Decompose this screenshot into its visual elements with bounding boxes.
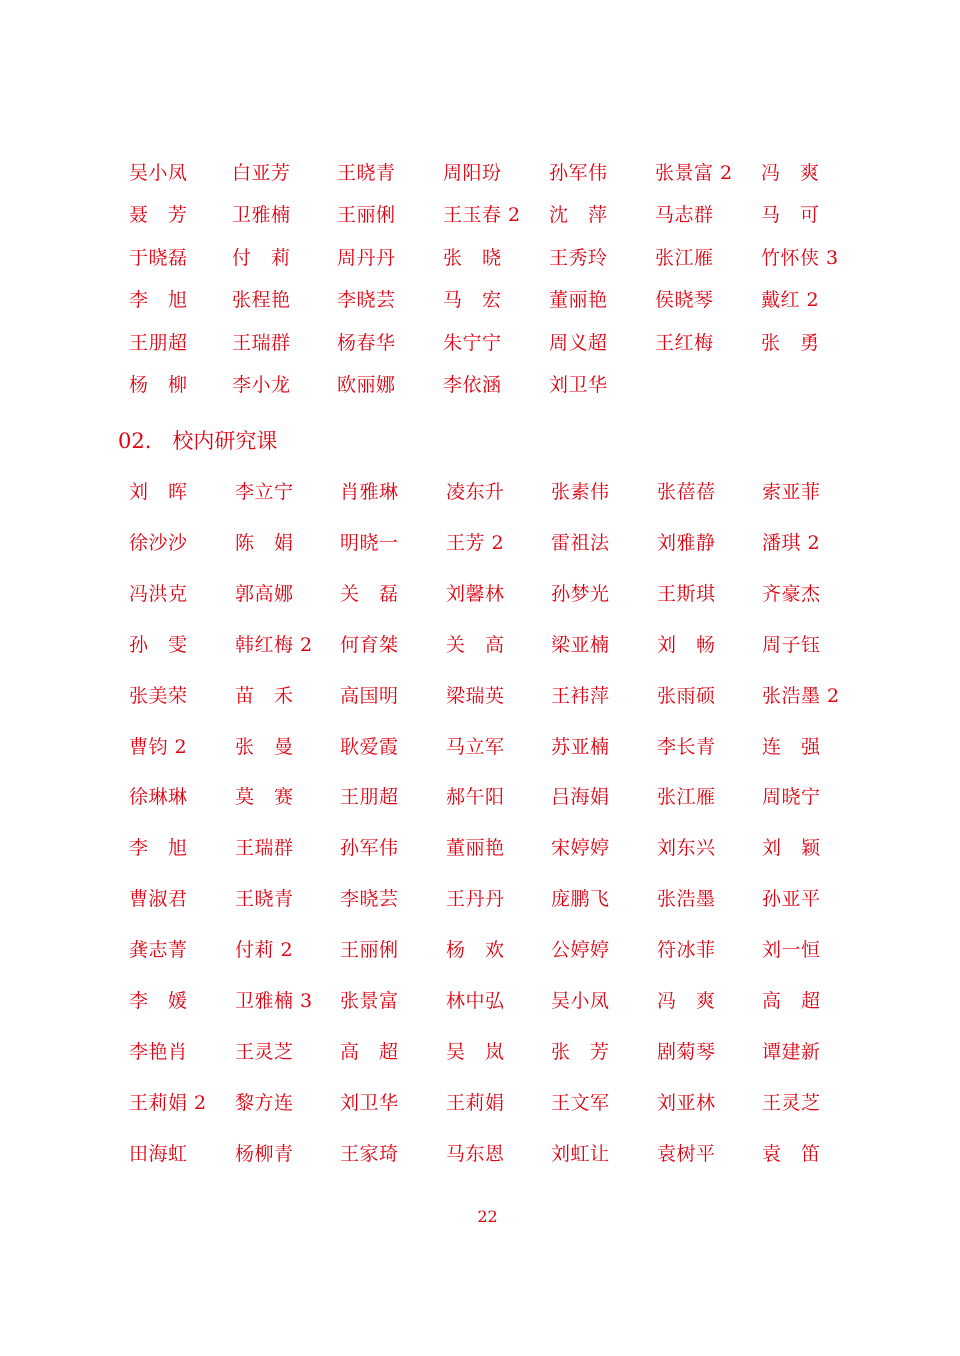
- person-name: 王朋超: [129, 331, 188, 354]
- person-name: 竹怀侠 3: [761, 246, 839, 269]
- person-name: 林中弘: [446, 990, 505, 1012]
- person-name: 王莉娟 2: [129, 1091, 207, 1114]
- person-name: 张雨硕: [657, 684, 716, 707]
- person-name: 刘虹让: [551, 1142, 610, 1165]
- person-name: 刘馨林: [446, 582, 505, 605]
- person-name: 连 强: [762, 735, 821, 758]
- person-name: 张美荣: [129, 684, 188, 707]
- person-name: 郝午阳: [446, 786, 505, 809]
- person-name: 田海虹: [129, 1142, 188, 1165]
- person-name: 杨春华: [337, 331, 396, 354]
- person-name: 李晓芸: [340, 888, 399, 911]
- person-name: 剧菊琴: [657, 1040, 716, 1063]
- person-name: 潘琪 2: [762, 531, 821, 554]
- person-name: 徐琳琳: [129, 786, 188, 809]
- person-name: 张 曼: [235, 735, 294, 758]
- person-name: 王灵芝: [235, 1040, 294, 1063]
- person-name: 王莉娟: [446, 1091, 505, 1114]
- person-name: 张江雁: [657, 786, 716, 809]
- person-name: 卫雅楠: [232, 204, 291, 227]
- person-name: 李晓芸: [337, 289, 396, 312]
- person-name: 杨柳青: [235, 1142, 294, 1165]
- person-name: 袁 笛: [762, 1142, 821, 1165]
- person-name: 王秀玲: [549, 246, 608, 269]
- person-name: 吕海娟: [551, 786, 610, 809]
- person-name: 高国明: [340, 684, 399, 707]
- person-name: 王丽俐: [337, 204, 396, 227]
- person-name: 何育桀: [340, 633, 399, 656]
- person-name: 王灵芝: [762, 1091, 821, 1114]
- person-name: 王玉春 2: [443, 204, 521, 227]
- person-name: 李 旭: [129, 289, 188, 312]
- person-name: 黎方连: [235, 1091, 294, 1114]
- person-name: 李依涵: [443, 374, 502, 396]
- person-name: 张浩墨: [657, 888, 716, 911]
- person-name: 李艳肖: [129, 1040, 188, 1063]
- person-name: 杨 柳: [129, 374, 188, 396]
- person-name: 雷祖法: [551, 531, 610, 554]
- person-name: 苗 禾: [235, 684, 294, 707]
- person-name: 王晓青: [235, 888, 294, 911]
- person-name: 肖雅琳: [340, 481, 399, 503]
- person-name: 张 晓: [443, 246, 502, 269]
- person-name: 刘东兴: [657, 837, 716, 860]
- person-name: 李立宁: [235, 481, 294, 503]
- person-name: 莫 赛: [235, 786, 294, 809]
- person-name: 袁树平: [657, 1142, 716, 1165]
- person-name: 凌东升: [446, 481, 505, 503]
- person-name: 李 媛: [129, 990, 188, 1012]
- person-name: 刘卫华: [549, 374, 608, 396]
- person-name: 张江雁: [655, 246, 714, 269]
- person-name: 公婷婷: [551, 939, 610, 962]
- person-name: 吴小凤: [551, 990, 610, 1012]
- person-name: 冯 爽: [761, 162, 820, 184]
- person-name: 马东恩: [446, 1142, 505, 1165]
- person-name: 王瑞群: [232, 331, 291, 354]
- person-name: 周义超: [549, 331, 608, 354]
- section-heading: 02. 校内研究课: [118, 429, 278, 453]
- person-name: 沈 萍: [549, 204, 608, 227]
- person-name: 张 芳: [551, 1040, 610, 1063]
- person-name: 卫雅楠 3: [235, 990, 313, 1012]
- person-name: 张素伟: [551, 481, 610, 503]
- person-name: 高 超: [340, 1040, 399, 1063]
- person-name: 梁亚楠: [551, 633, 610, 656]
- person-name: 吴小凤: [129, 162, 188, 184]
- person-name: 曹淑君: [129, 888, 188, 911]
- person-name: 梁瑞英: [446, 684, 505, 707]
- person-name: 关 磊: [340, 582, 399, 605]
- person-name: 庞鹏飞: [551, 888, 610, 911]
- person-name: 孙军伟: [549, 162, 608, 184]
- person-name: 王文军: [551, 1091, 610, 1114]
- person-name: 刘雅静: [657, 531, 716, 554]
- person-name: 周晓宁: [762, 786, 821, 809]
- person-name: 吴 岚: [446, 1040, 505, 1063]
- person-name: 龚志菁: [129, 939, 188, 962]
- person-name: 王袆萍: [551, 684, 610, 707]
- person-name: 关 高: [446, 633, 505, 656]
- person-name: 王晓青: [337, 162, 396, 184]
- person-name: 明晓一: [340, 531, 399, 554]
- person-name: 刘 晖: [129, 481, 188, 503]
- person-name: 朱宁宁: [443, 331, 502, 354]
- person-name: 宋婷婷: [551, 837, 610, 860]
- person-name: 马 可: [761, 204, 820, 227]
- person-name: 刘卫华: [340, 1091, 399, 1114]
- person-name: 马 宏: [443, 289, 502, 312]
- person-name: 王丹丹: [446, 888, 505, 911]
- person-name: 于晓磊: [129, 246, 188, 269]
- person-name: 周子钰: [762, 633, 821, 656]
- person-name: 刘 畅: [657, 633, 716, 656]
- person-name: 董丽艳: [549, 289, 608, 312]
- person-name: 冯洪克: [129, 582, 188, 605]
- person-name: 符冰菲: [657, 939, 716, 962]
- person-name: 付莉 2: [235, 939, 294, 962]
- person-name: 谭建新: [762, 1040, 821, 1063]
- person-name: 戴红 2: [761, 289, 820, 312]
- person-name: 王斯琪: [657, 582, 716, 605]
- person-name: 齐豪杰: [762, 582, 821, 605]
- person-name: 付 莉: [232, 246, 291, 269]
- person-name: 刘一恒: [762, 939, 821, 962]
- person-name: 刘 颖: [762, 837, 821, 860]
- person-name: 张景富 2: [655, 162, 733, 184]
- person-name: 冯 爽: [657, 990, 716, 1012]
- person-name: 韩红梅 2: [235, 633, 313, 656]
- person-name: 郭高娜: [235, 582, 294, 605]
- person-name: 白亚芳: [232, 162, 291, 184]
- person-name: 王红梅: [655, 331, 714, 354]
- person-name: 王瑞群: [235, 837, 294, 860]
- person-name: 董丽艳: [446, 837, 505, 860]
- person-name: 张 勇: [761, 331, 820, 354]
- person-name: 曹钧 2: [129, 735, 188, 758]
- person-name: 王丽俐: [340, 939, 399, 962]
- person-name: 张浩墨 2: [762, 684, 840, 707]
- person-name: 孙梦光: [551, 582, 610, 605]
- person-name: 苏亚楠: [551, 735, 610, 758]
- person-name: 杨 欢: [446, 939, 505, 962]
- person-name: 王芳 2: [446, 531, 505, 554]
- person-name: 王家琦: [340, 1142, 399, 1165]
- person-name: 周阳玢: [443, 162, 502, 184]
- person-name: 聂 芳: [129, 204, 188, 227]
- person-name: 孙亚平: [762, 888, 821, 911]
- person-name: 马志群: [655, 204, 714, 227]
- person-name: 孙 雯: [129, 633, 188, 656]
- person-name: 周丹丹: [337, 246, 396, 269]
- person-name: 陈 娟: [235, 531, 294, 554]
- person-name: 刘亚林: [657, 1091, 716, 1114]
- person-name: 孙军伟: [340, 837, 399, 860]
- person-name: 耿爱霞: [340, 735, 399, 758]
- person-name: 王朋超: [340, 786, 399, 809]
- person-name: 徐沙沙: [129, 531, 188, 554]
- page-number: 22: [477, 1207, 498, 1226]
- person-name: 李长青: [657, 735, 716, 758]
- person-name: 高 超: [762, 990, 821, 1012]
- person-name: 索亚菲: [762, 481, 821, 503]
- person-name: 张蓓蓓: [657, 481, 716, 503]
- person-name: 欧丽娜: [337, 374, 396, 396]
- person-name: 张程艳: [232, 289, 291, 312]
- person-name: 李 旭: [129, 837, 188, 860]
- person-name: 张景富: [340, 990, 399, 1012]
- person-name: 马立军: [446, 735, 505, 758]
- person-name: 侯晓琴: [655, 289, 714, 312]
- person-name: 李小龙: [232, 374, 291, 396]
